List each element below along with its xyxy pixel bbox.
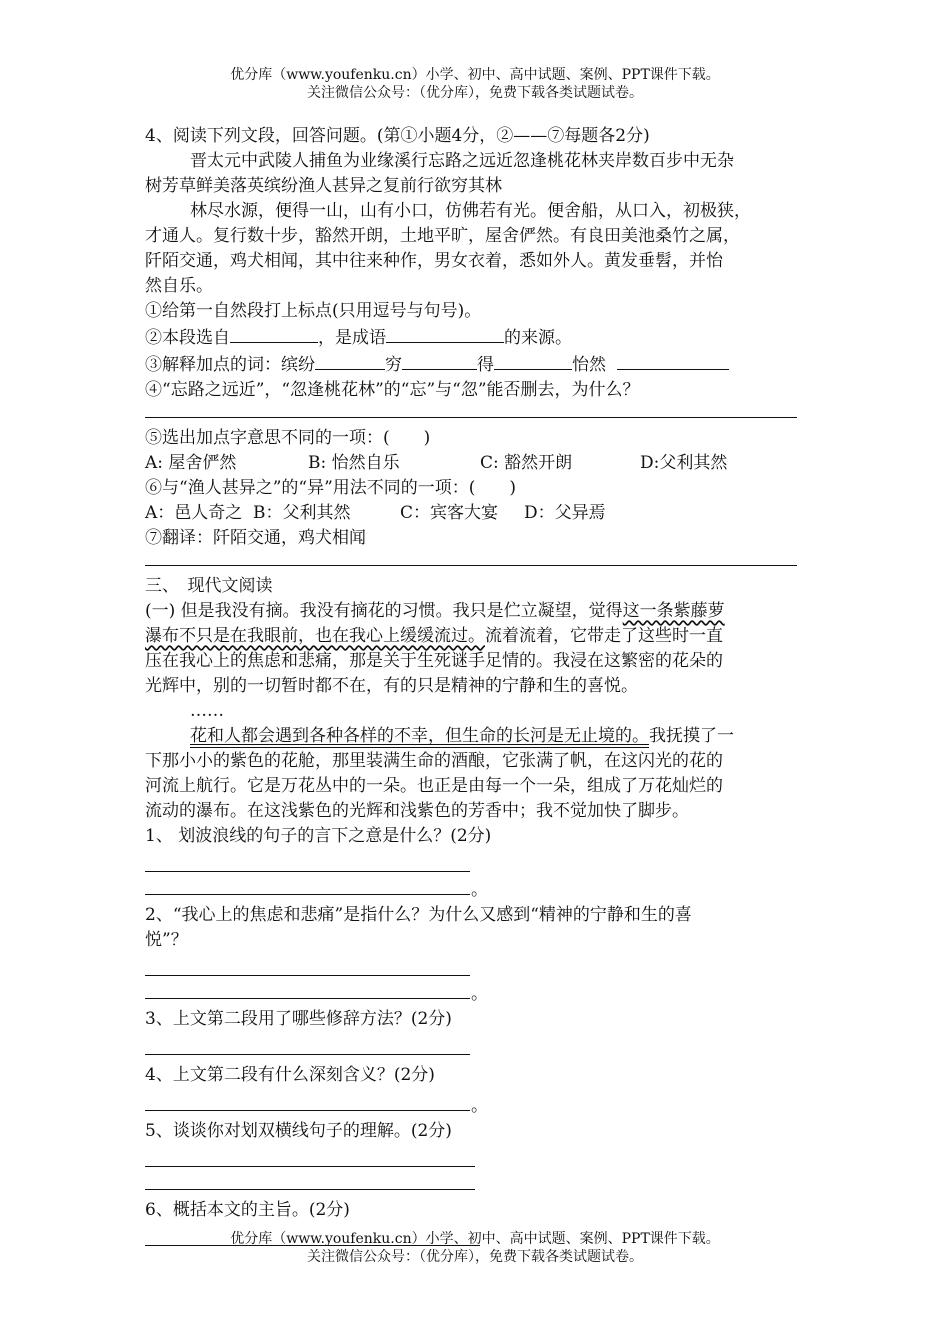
answer-row (145, 872, 810, 900)
answer-line[interactable] (145, 953, 470, 976)
option-a: A: 屋舍俨然 (145, 453, 237, 473)
q4-sub-3-text: ③解释加点的词：缤纷 (145, 355, 315, 375)
passage-text: (一) 但是我没有摘。我没有摘花的习惯。我只是伫立凝望，觉得 (145, 601, 623, 621)
q4-passage-line: 阡陌交通，鸡犬相闻，其中往来种作，男女衣着，悉如外人。黄发垂髫，并怡 (145, 251, 723, 271)
passage-line: 光辉中，别的一切暂时都不在，有的只是精神的宁静和生的喜悦。 (145, 676, 638, 696)
answer-line[interactable] (145, 551, 797, 566)
answer-line[interactable] (145, 976, 470, 999)
q4-passage-line: 然自乐。 (145, 276, 213, 296)
answer-blank[interactable] (494, 351, 572, 370)
answer-blank[interactable] (386, 324, 504, 343)
answer-line[interactable] (145, 872, 470, 895)
passage-line: 压在我心上的焦虑和悲痛，那是关于生死谜手足情的。我浸在这繁密的花朵的 (145, 651, 723, 671)
answer-line[interactable] (145, 1088, 470, 1111)
q4-sub-3 (145, 351, 810, 378)
period-mark: 。 (471, 1096, 488, 1116)
header-line-2: 关注微信公众号：（优分库），免费下载各类试题试卷。 (307, 85, 643, 101)
reading-question-4: 4、上文第二段有什么深刻含义？(2分) (145, 1065, 435, 1085)
answer-line[interactable] (145, 1167, 475, 1190)
q4-sub-3-text: 穷 (385, 355, 402, 375)
q4-sub-7: ⑦翻译：阡陌交通，鸡犬相闻 (145, 528, 366, 548)
wavy-underlined-text: 瀑布不只是在我眼前，也在我心上缓缓流过。 (145, 626, 485, 646)
reading-question-6: 6、概括本文的主旨。(2分) (145, 1200, 350, 1220)
answer-line[interactable] (145, 1032, 470, 1055)
passage-line (145, 624, 810, 649)
passage-text: 我抚摸了一 (649, 726, 734, 746)
q4-sub-2-text: ，是成语 (318, 328, 386, 348)
answer-line[interactable] (145, 403, 797, 418)
page-header (0, 66, 950, 102)
reading-question-2-cont: 悦”？ (145, 930, 188, 950)
q4-sub-6-options (145, 501, 810, 526)
option-b: B: 怡然自乐 (308, 453, 400, 473)
exam-content (145, 124, 810, 1246)
reading-question-5: 5、谈谈你对划双横线句子的理解。(2分) (145, 1121, 452, 1141)
option-a: A：邑人奇之 (145, 503, 243, 523)
answer-line[interactable] (145, 849, 470, 872)
q4-sub-2-text: 的来源。 (504, 328, 572, 348)
answer-blank[interactable] (230, 324, 318, 343)
q4-sub-1: ①给第一自然段打上标点(只用逗号与句号)。 (145, 301, 482, 321)
q4-sub-5: ⑤选出加点字意思不同的一项：( ) (145, 428, 431, 448)
answer-row (145, 1088, 810, 1116)
option-d: D：父异焉 (524, 503, 606, 523)
q4-sub-2 (145, 324, 810, 351)
option-c: C: 豁然开朗 (480, 453, 573, 473)
wavy-underlined-text: 这一条紫藤萝 (622, 601, 725, 621)
passage-line: 下那小小的紫色的花舱，那里装满生命的酒酿，它张满了帆，在这闪光的花的 (145, 751, 723, 771)
q4-sub-3-text: 得 (477, 355, 494, 375)
q4-passage-line: 林尽水源，便得一山，山有小口，仿佛若有光。便舍船，从口入，初极狭， (190, 201, 751, 221)
reading-question-1: 1、 划波浪线的句子的言下之意是什么？(2分) (145, 826, 492, 846)
q4-sub-6: ⑥与“渔人甚异之”的“异”用法不同的一项：( ) (145, 478, 517, 498)
period-mark: 。 (471, 984, 488, 1004)
footer-line-2: 关注微信公众号：（优分库），免费下载各类试题试卷。 (307, 1249, 643, 1265)
q4-passage-line: 树芳草鲜美落英缤纷渔人甚异之复前行欲穷其林 (145, 176, 502, 196)
period-mark: 。 (471, 880, 488, 900)
option-c: C：宾客大宴 (400, 503, 499, 523)
passage-line (145, 599, 810, 624)
answer-blank[interactable] (402, 351, 477, 370)
passage-line: 流动的瀑布。在这浅紫色的光辉和浅紫色的芳香中；我不觉加快了脚步。 (145, 801, 689, 821)
q4-sub-2-text: ②本段选自 (145, 328, 230, 348)
answer-line[interactable] (145, 1144, 475, 1167)
q4-passage-line: 晋太元中武陵人捕鱼为业缘溪行忘路之远近忽逢桃花林夹岸数百步中无杂 (190, 151, 734, 171)
passage-line (145, 724, 810, 749)
page-footer (0, 1230, 950, 1266)
passage-line: 河流上航行。它是万花丛中的一朵。也正是由每一个一朵，组成了万花灿烂的 (145, 776, 723, 796)
ellipsis: …… (190, 701, 224, 721)
answer-blank[interactable] (617, 351, 729, 370)
option-d: D:父利其然 (640, 453, 728, 473)
answer-blank[interactable] (315, 351, 385, 370)
q4-sub-3-text: 怡然 (572, 355, 606, 375)
double-underlined-text: 花和人都会遇到各种各样的不幸，但生命的长河是无止境的。 (190, 726, 649, 746)
reading-question-2: 2、“我心上的焦虑和悲痛”是指什么？为什么又感到“精神的宁静和生的喜 (145, 905, 692, 925)
footer-line-1: 优分库（www.youfenku.cn）小学、初中、高中试题、案例、PPT课件下载。 (230, 1231, 720, 1247)
q4-passage-line: 才通人。复行数十步，豁然开朗，土地平旷，屋舍俨然。有良田美池桑竹之属， (145, 226, 740, 246)
option-b: B：父利其然 (253, 503, 351, 523)
reading-question-3: 3、上文第二段用了哪些修辞方法？(2分) (145, 1009, 452, 1029)
passage-text: 流着流着，它带走了这些时一直 (485, 626, 723, 646)
q4-title: 4、阅读下列文段，回答问题。(第①小题4分，②——⑦每题各2分) (145, 126, 650, 146)
q4-sub-5-options (145, 451, 810, 476)
section-three-title: 三、 现代文阅读 (145, 576, 273, 596)
header-line-1: 优分库（www.youfenku.cn）小学、初中、高中试题、案例、PPT课件下载。 (230, 67, 720, 83)
answer-row (145, 976, 810, 1004)
q4-sub-4: ④“忘路之远近”，“忽逢桃花林”的“忘”与“忽”能否删去，为什么？ (145, 380, 640, 400)
